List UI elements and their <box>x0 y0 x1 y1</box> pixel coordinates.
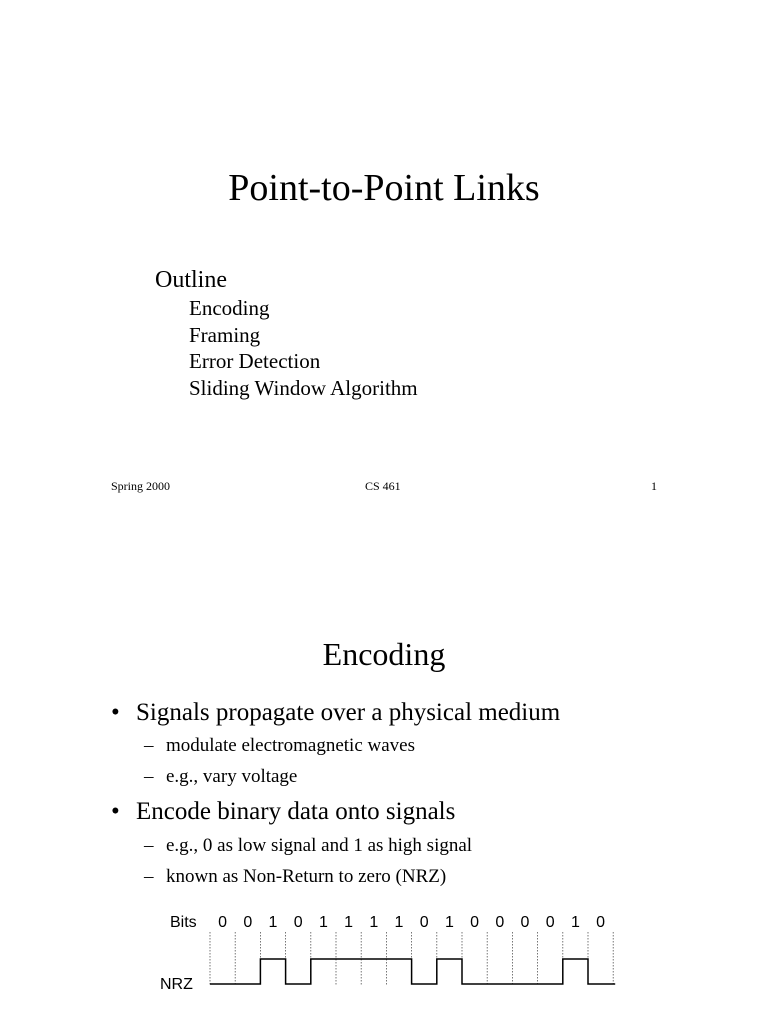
sub-text: known as Non-Return to zero (NRZ) <box>166 866 447 887</box>
sub-dash: – <box>144 735 154 756</box>
nrz-waveform <box>210 959 615 984</box>
nrz-diagram <box>0 900 768 1000</box>
bit-value: 1 <box>570 914 580 931</box>
nrz-label: NRZ <box>160 976 193 993</box>
bullet-encode <box>111 798 455 826</box>
bit-value: 0 <box>520 914 530 931</box>
bullet-text: Signals propagate over a physical medium <box>136 699 561 726</box>
sub-text: modulate electromagnetic waves <box>166 735 416 756</box>
bit-value: 0 <box>545 914 555 931</box>
bullet-signals <box>111 699 560 727</box>
bit-value: 1 <box>369 914 379 931</box>
sub-bullet-nrz <box>144 866 446 888</box>
sub-dash: – <box>144 766 154 787</box>
slide1-footer-center: CS 461 <box>365 479 401 493</box>
slide1-footer-left: Spring 2000 <box>111 479 171 493</box>
bit-value: 0 <box>470 914 480 931</box>
bullet-dot: • <box>111 798 120 825</box>
bullet-dot: • <box>111 699 120 726</box>
bit-values <box>218 914 605 931</box>
bit-value: 0 <box>293 914 303 931</box>
bit-value: 0 <box>419 914 429 931</box>
outline-item-sliding-window: Sliding Window Algorithm <box>189 376 418 400</box>
bit-value: 0 <box>596 914 606 931</box>
sub-bullet-voltage <box>144 766 297 788</box>
slide1-title: Point-to-Point Links <box>228 167 540 209</box>
bullet-text: Encode binary data onto signals <box>136 798 456 825</box>
bit-value: 0 <box>218 914 228 931</box>
outline-item-error-detection: Error Detection <box>189 349 321 373</box>
bit-value: 0 <box>243 914 253 931</box>
bits-label: Bits <box>170 914 197 931</box>
outline-heading: Outline <box>155 267 227 293</box>
sub-text: e.g., 0 as low signal and 1 as high signal <box>166 835 473 856</box>
bit-value: 1 <box>268 914 278 931</box>
sub-bullet-modulate <box>144 735 415 757</box>
outline-item-framing: Framing <box>189 323 261 347</box>
sub-text: e.g., vary voltage <box>166 766 298 787</box>
bit-value: 0 <box>495 914 505 931</box>
slide1-footer-right: 1 <box>651 479 657 493</box>
bit-value: 1 <box>444 914 454 931</box>
sub-bullet-low-high <box>144 835 472 857</box>
bit-value: 1 <box>344 914 354 931</box>
bit-value: 1 <box>394 914 404 931</box>
sub-dash: – <box>144 866 154 887</box>
slide2-title: Encoding <box>322 636 446 672</box>
sub-dash: – <box>144 835 154 856</box>
bit-value: 1 <box>318 914 328 931</box>
outline-item-encoding: Encoding <box>189 296 270 320</box>
